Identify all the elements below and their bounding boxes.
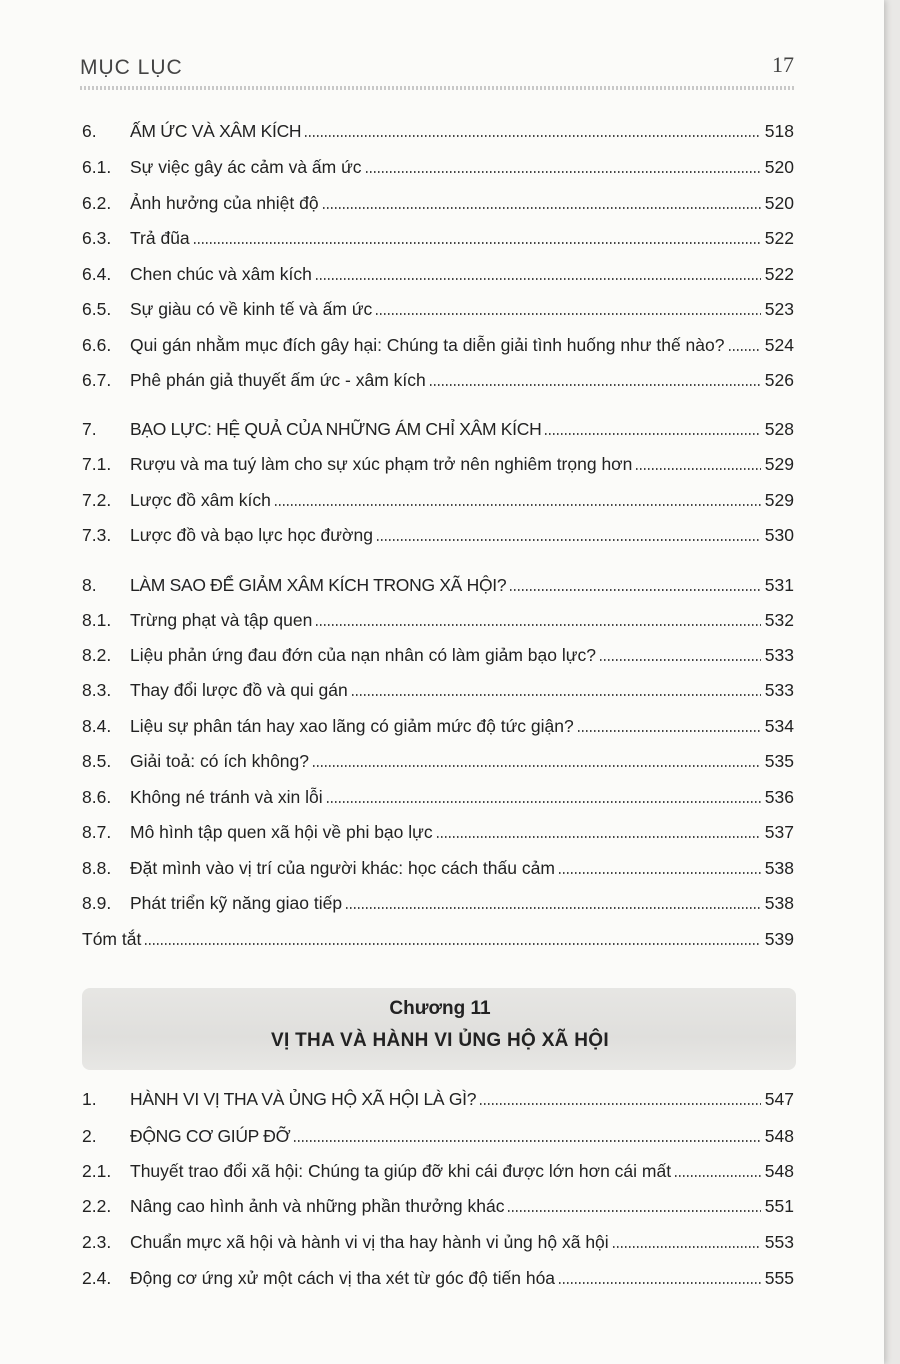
toc-entry — [82, 485, 794, 511]
toc-entry-number: 7. — [82, 419, 97, 439]
toc-entry — [82, 188, 794, 214]
dot-leader — [376, 313, 761, 315]
toc-entry-number: 6.6. — [82, 335, 112, 355]
chapter-title: VỊ THA VÀ HÀNH VI ỦNG HỘ XÃ HỘI — [271, 1030, 609, 1051]
dot-leader — [294, 1140, 760, 1142]
toc-entry-number: 8.8. — [82, 858, 112, 878]
dot-leader — [559, 1282, 761, 1284]
toc-entry — [82, 746, 794, 772]
dot-leader — [480, 1103, 761, 1105]
dot-leader — [578, 730, 761, 732]
toc-entry-title: Qui gán nhằm mục đích gây hại: Chúng ta diễn giải tình huống như thế nào? — [130, 335, 725, 355]
toc-entry-number: 1. — [82, 1089, 97, 1109]
toc-entry-page: 533 — [764, 645, 794, 665]
toc-entry-page: 530 — [764, 525, 794, 545]
toc-entry-title: Không né tránh và xin lỗi — [130, 787, 323, 807]
dot-leader — [352, 694, 761, 696]
toc-entry-page: 548 — [764, 1126, 794, 1146]
toc-entry-title: Mô hình tập quen xã hội về phi bạo lực — [130, 822, 433, 842]
toc-entry — [82, 449, 794, 475]
toc-entry-title: Liệu phản ứng đau đớn của nạn nhân có làm giảm bạo lực? — [130, 645, 596, 665]
toc-entry-title: Động cơ ứng xử một cách vị tha xét từ góc độ tiến hóa — [130, 1268, 556, 1288]
toc-entry-number: 8.3. — [82, 680, 112, 700]
toc-entry-page: 523 — [764, 299, 794, 319]
toc-entry — [82, 782, 794, 808]
chapter-label: Chương 11 — [389, 998, 491, 1019]
header-page-number: 17 — [772, 52, 794, 77]
toc-entry-number: 6.5. — [82, 299, 112, 319]
toc-entry-number: 7.2. — [82, 490, 112, 510]
toc-entry-number: 8.5. — [82, 751, 112, 771]
toc-entry-title: Phát triển kỹ năng giao tiếp — [130, 893, 343, 913]
toc-entry-page: 538 — [764, 893, 794, 913]
toc-entry-title: Đặt mình vào vị trí của người khác: học cách thấu cảm — [130, 858, 555, 878]
toc-entry-page: 524 — [764, 335, 794, 355]
dot-leader — [437, 836, 761, 838]
dot-leader — [323, 207, 761, 209]
toc-entry-page: 551 — [764, 1196, 794, 1216]
toc-entry-page: 535 — [764, 751, 794, 771]
toc-entry-page: 532 — [764, 610, 794, 630]
dot-leader — [275, 504, 761, 506]
toc-entry — [82, 259, 794, 285]
toc-entry-page: 555 — [764, 1268, 794, 1288]
header-rule — [80, 86, 794, 90]
toc-entry — [82, 152, 794, 178]
dot-leader — [316, 278, 761, 280]
toc-entry-title: Giải toả: có ích không? — [130, 751, 309, 771]
toc-entry-title: Sự giàu có về kinh tế và ấm ức — [130, 299, 373, 319]
dot-leader — [327, 801, 761, 803]
toc-entry-number: 8.2. — [82, 645, 112, 665]
toc-entry-number: 6.3. — [82, 228, 112, 248]
toc-entry-number: 2.2. — [82, 1196, 112, 1216]
toc-entry — [82, 817, 794, 843]
toc-entry-page: 548 — [764, 1161, 794, 1181]
dot-leader — [613, 1246, 761, 1248]
toc-entry-page: 531 — [764, 575, 794, 595]
toc-entry-number: 8.1. — [82, 610, 112, 630]
toc-entry-page: 522 — [764, 264, 794, 284]
running-header — [80, 52, 794, 82]
dot-leader — [305, 135, 761, 137]
dot-leader — [145, 943, 760, 945]
toc-entry-title: Rượu và ma tuý làm cho sự xúc phạm trở nên nghiêm trọng hơn — [130, 454, 633, 474]
toc-entry-page: 553 — [764, 1232, 794, 1252]
toc-entry-page: 536 — [764, 787, 794, 807]
toc-entry-page: 520 — [764, 193, 794, 213]
toc-entry-page: 538 — [764, 858, 794, 878]
dot-leader — [510, 589, 761, 591]
toc-entry-title: HÀNH VI VỊ THA VÀ ỦNG HỘ XÃ HỘI LÀ GÌ? — [130, 1089, 477, 1109]
toc-entry — [82, 116, 794, 142]
toc-entry-title: Thay đổi lược đồ và qui gán — [130, 680, 348, 700]
toc-entry — [82, 414, 794, 440]
toc-entry-title: ĐỘNG CƠ GIÚP ĐỠ — [130, 1126, 291, 1146]
toc-entry-title: Chen chúc và xâm kích — [130, 264, 312, 284]
dot-leader — [675, 1175, 761, 1177]
toc-entry-number: 8.9. — [82, 893, 112, 913]
toc-entry-title: Trừng phạt và tập quen — [130, 610, 313, 630]
toc-entry-number: 6. — [82, 121, 97, 141]
toc-entry-page: 533 — [764, 680, 794, 700]
toc-entry-page: 534 — [764, 716, 794, 736]
toc-entry — [82, 365, 794, 391]
toc-entry-page: 518 — [764, 121, 794, 141]
dot-leader — [313, 765, 761, 767]
toc-entry-title: Tóm tắt — [82, 929, 142, 949]
header-title: MỤC LỤC — [80, 56, 183, 79]
toc-entry — [82, 294, 794, 320]
toc-entry-page: 537 — [764, 822, 794, 842]
toc-entry-number: 2. — [82, 1126, 97, 1146]
dot-leader — [316, 624, 760, 626]
toc-entry-number: 6.4. — [82, 264, 112, 284]
toc-entry-number: 8.6. — [82, 787, 112, 807]
dot-leader — [377, 539, 761, 541]
toc-entry-page: 547 — [764, 1089, 794, 1109]
toc-entry-number: 7.3. — [82, 525, 112, 545]
dot-leader — [729, 349, 761, 351]
dot-leader — [508, 1210, 760, 1212]
toc-entry-page: 529 — [764, 454, 794, 474]
toc-entry-title: Ảnh hưởng của nhiệt độ — [130, 193, 319, 213]
toc-entry-page: 528 — [764, 419, 794, 439]
dot-leader — [430, 384, 761, 386]
toc-entry-number: 8.7. — [82, 822, 112, 842]
toc-entry — [82, 1084, 794, 1110]
toc-entry — [82, 223, 794, 249]
toc-entry-number: 6.1. — [82, 157, 112, 177]
toc-entry-number: 2.3. — [82, 1232, 112, 1252]
dot-leader — [545, 433, 760, 435]
toc-entry-page: 526 — [764, 370, 794, 390]
toc-entry-title: Nâng cao hình ảnh và những phần thưởng khác — [130, 1196, 505, 1216]
toc-entry-page: 520 — [764, 157, 794, 177]
toc-entry — [82, 570, 794, 596]
dot-leader — [600, 659, 761, 661]
dot-leader — [194, 242, 761, 244]
toc-entry — [82, 1263, 794, 1289]
toc-entry-title: Chuẩn mực xã hội và hành vi vị tha hay hành vi ủng hộ xã hội — [130, 1232, 609, 1252]
toc-entry-number: 8. — [82, 575, 97, 595]
toc-entry — [82, 675, 794, 701]
toc-entry — [82, 520, 794, 546]
toc-entry-number: 2.4. — [82, 1268, 112, 1288]
toc-entry-number: 6.2. — [82, 193, 112, 213]
dot-leader — [636, 468, 760, 470]
dot-leader — [346, 907, 761, 909]
toc-entry — [82, 711, 794, 737]
toc-entry-page: 522 — [764, 228, 794, 248]
toc-entry — [82, 605, 794, 631]
toc-entry-title: LÀM SAO ĐỂ GIẢM XÂM KÍCH TRONG XÃ HỘI? — [130, 575, 507, 595]
toc-entry — [82, 1121, 794, 1147]
toc-entry — [82, 888, 794, 914]
toc-entry-number: 7.1. — [82, 454, 112, 474]
toc-entry-title: BẠO LỰC: HỆ QUẢ CỦA NHỮNG ÁM CHỈ XÂM KÍCH — [130, 419, 542, 439]
dot-leader — [366, 171, 761, 173]
toc-entry-title: Liệu sự phân tán hay xao lãng có giảm mức độ tức giận? — [130, 716, 574, 736]
toc-entry — [82, 330, 794, 356]
toc-entry — [82, 640, 794, 666]
toc-entry-title: ẤM ỨC VÀ XÂM KÍCH — [130, 121, 302, 141]
toc-entry — [82, 924, 794, 950]
toc-entry-number: 8.4. — [82, 716, 112, 736]
toc-entry-page: 539 — [764, 929, 794, 949]
toc-entry-number: 6.7. — [82, 370, 112, 390]
toc-entry — [82, 853, 794, 879]
toc-entry — [82, 1191, 794, 1217]
toc-entry-title: Lược đồ xâm kích — [130, 490, 271, 510]
toc-entry-number: 2.1. — [82, 1161, 112, 1181]
toc-entry-title: Thuyết trao đổi xã hội: Chúng ta giúp đỡ khi cái được lớn hơn cái mất — [130, 1161, 672, 1181]
dot-leader — [559, 872, 761, 874]
toc-entry — [82, 1227, 794, 1253]
toc-entry — [82, 1156, 794, 1182]
toc-entry-page: 529 — [764, 490, 794, 510]
toc-entry-title: Sự việc gây ác cảm và ấm ức — [130, 157, 362, 177]
toc-entry-title: Phê phán giả thuyết ấm ức - xâm kích — [130, 370, 426, 390]
toc-entry-title: Lược đồ và bạo lực học đường — [130, 525, 373, 545]
toc-entry-title: Trả đũa — [130, 228, 190, 248]
